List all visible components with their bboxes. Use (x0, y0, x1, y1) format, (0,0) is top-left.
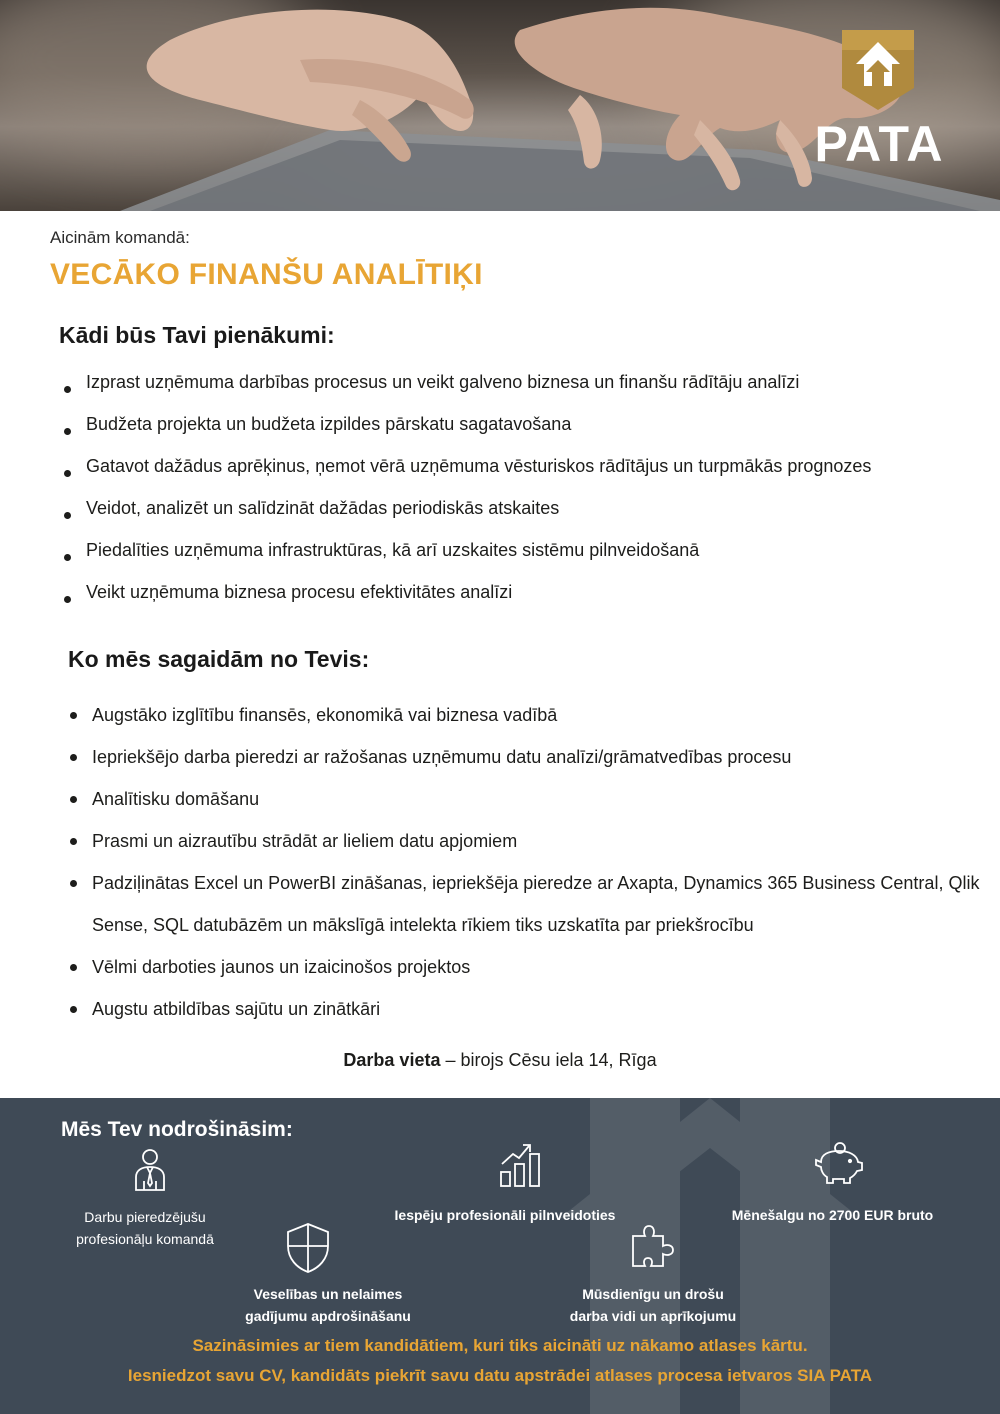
header-photo (0, 0, 1000, 211)
pata-logo (798, 30, 960, 170)
footer-consent-note: Iesniedzot savu CV, kandidāts piekrīt savu datu apstrādei atlases procesa ietvaros SIA PATA (127, 1366, 873, 1385)
intro-text: Aicinām komandā: (50, 228, 190, 247)
pata-emblem-icon (842, 30, 914, 110)
team-person-icon (133, 1147, 167, 1191)
list-item: Padziļinātas Excel un PowerBI zināšanas, iepriekšēja pieredze ar Axapta, Dynamics 365 Business Central, Qlik Sense, SQL datubāzēm un mākslīgā intelekta rīkiem tiks uzskatīta par priekšrocību (70, 862, 980, 946)
duties-heading: Kādi būs Tavi pienākumi: (59, 322, 335, 348)
list-item: Veidot, analizēt un salīdzināt dažādas periodiskās atskaites (64, 494, 984, 536)
pata-wordmark: PATA (814, 116, 944, 172)
benefit-workplace: Mūsdienīgu un drošu darba vidi un aprīkojumu (569, 1286, 737, 1324)
piggy-bank-icon (813, 1142, 863, 1184)
workplace-line (0, 1050, 1000, 1071)
duties-list (64, 368, 984, 620)
benefit-insurance: Veselības un nelaimes gadījumu apdrošināšanu (245, 1286, 411, 1324)
workplace-label: Darba vieta (343, 1050, 441, 1070)
workplace-address: – birojs Cēsu iela 14, Rīga (440, 1050, 657, 1070)
list-item: Piedalīties uzņēmuma infrastruktūras, kā arī uzskaites sistēmu pilnveidošanā (64, 536, 984, 578)
list-item: Vēlmi darboties jaunos un izaicinošos projektos (70, 953, 980, 981)
puzzle-icon (629, 1222, 677, 1268)
list-item: Gatavot dažādus aprēķinus, ņemot vērā uzņēmuma vēsturiskos rādītājus un turpmākās prognozes (64, 452, 984, 494)
shield-cross-icon (284, 1222, 332, 1274)
requirements-heading: Ko mēs sagaidām no Tevis: (68, 646, 370, 672)
benefit-salary: Mēnešalgu no 2700 EUR bruto (731, 1207, 934, 1223)
list-item: Prasmi un aizrautību strādāt ar lieliem datu apjomiem (70, 827, 980, 855)
benefit-team: Darbu pieredzējušu profesionāļu komandā (76, 1209, 214, 1247)
footer-contact-note: Sazināsimies ar tiem kandidātiem, kuri tiks aicināti uz nākamo atlases kārtu. (192, 1336, 808, 1355)
list-item: Augstu atbildības sajūtu un zinātkāri (70, 995, 980, 1023)
list-item: Budžeta projekta un budžeta izpildes pārskatu sagatavošana (64, 410, 984, 452)
growth-chart-icon (499, 1142, 543, 1188)
list-item: Augstāko izglītību finansēs, ekonomikā vai biznesa vadībā (70, 701, 980, 729)
list-item: Veikt uzņēmuma biznesa procesu efektivitātes analīzi (64, 578, 984, 620)
benefit-growth: Iespēju profesionāli pilnveidoties (394, 1207, 616, 1223)
list-item: Iepriekšējo darba pieredzi ar ražošanas uzņēmumu datu analīzi/grāmatvedības procesu (70, 743, 980, 771)
list-item: Analītisku domāšanu (70, 785, 980, 813)
benefits-heading: Mēs Tev nodrošināsim: (61, 1118, 293, 1141)
list-item: Izprast uzņēmuma darbības procesus un veikt galveno biznesa un finanšu rādītāju analīzi (64, 368, 984, 410)
requirements-list (70, 701, 980, 1037)
job-title: VECĀKO FINANŠU ANALĪTIĶI (50, 258, 483, 291)
